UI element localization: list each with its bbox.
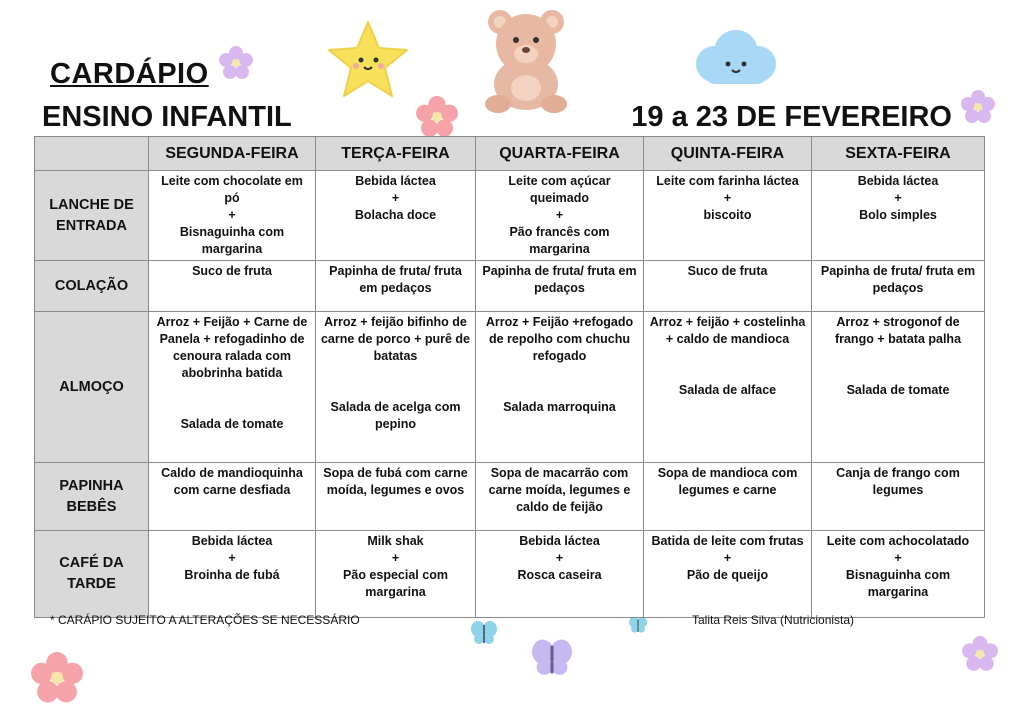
menu-cell	[316, 463, 476, 531]
menu-cell	[476, 531, 644, 618]
menu-item-text: Milk shak	[367, 534, 424, 548]
footer-disclaimer: * CARÁPIO SUJEITO A ALTERAÇÕES SE NECESSÁRIO	[50, 613, 360, 627]
menu-item-text: Arroz + strogonof de frango + batata palha	[834, 315, 962, 346]
table-row	[35, 261, 985, 312]
menu-item-text: Rosca caseira	[517, 568, 602, 582]
menu-item-text: Sopa de mandioca com legumes e carne	[657, 466, 798, 497]
menu-item-text	[648, 365, 807, 382]
menu-cell	[812, 312, 985, 463]
menu-item-text	[816, 348, 980, 365]
menu-item-text: Arroz + Feijão +refogado de repolho com chuchu refogado	[485, 315, 634, 363]
menu-item-text: Sopa de macarrão com carne moída, legumes e caldo de feijão	[488, 466, 631, 514]
menu-item-text: Bebida láctea	[857, 174, 939, 188]
meal-label: LANCHE DE ENTRADA	[35, 171, 149, 261]
meal-label: COLAÇÃO	[35, 261, 149, 312]
menu-item-text: +	[723, 551, 732, 565]
menu-item-text: Arroz + Feijão + Carne de Panela + refogadinho de cenoura ralada com abobrinha batida	[156, 315, 308, 380]
menu-item-text: Pão francês com margarina	[509, 225, 610, 256]
table-row	[35, 531, 985, 618]
menu-item-text: Salada de tomate	[846, 383, 950, 397]
menu-item-text: Bisnaguinha com margarina	[845, 568, 951, 599]
menu-item-text: +	[228, 551, 236, 565]
menu-item-text: Batida de leite com frutas	[651, 534, 804, 548]
menu-cell	[316, 171, 476, 261]
menu-cell	[644, 531, 812, 618]
table-row	[35, 171, 985, 261]
menu-cell	[644, 171, 812, 261]
menu-item-text	[320, 382, 471, 399]
flower-icon	[416, 96, 458, 138]
butterfly-icon	[628, 616, 648, 634]
menu-item-text: Suco de fruta	[687, 264, 768, 278]
menu-cell	[644, 261, 812, 312]
menu-item-text: Pão especial com margarina	[343, 568, 448, 599]
menu-item-text: Bolo simples	[859, 208, 937, 222]
meal-label: PAPINHA BEBÊS	[35, 463, 149, 531]
menu-item-text: Broinha de fubá	[184, 568, 280, 582]
butterfly-icon	[470, 620, 498, 646]
day-header-thursday: QUINTA-FEIRA	[644, 137, 812, 171]
menu-item-text: Leite com chocolate em pó	[161, 174, 303, 205]
menu-cell	[476, 261, 644, 312]
menu-cell	[149, 463, 316, 531]
menu-item-text: Salada marroquina	[503, 400, 616, 414]
menu-cell	[812, 261, 985, 312]
menu-item-text: Arroz + feijão bifinho de carne de porco + purê de batatas	[320, 315, 470, 363]
menu-subtitle: ENSINO INFANTIL	[42, 101, 292, 133]
menu-item-text: Arroz + feijão + costelinha + caldo de mandioca	[649, 315, 806, 346]
weekly-menu-table	[34, 136, 985, 618]
day-header-tuesday: TERÇA-FEIRA	[316, 137, 476, 171]
teddy-bear-icon	[478, 6, 574, 114]
menu-item-text: Salada de tomate	[180, 417, 284, 431]
menu-cell	[476, 312, 644, 463]
menu-cell	[476, 463, 644, 531]
menu-item-text: Pão de queijo	[686, 568, 769, 582]
menu-item-text	[480, 382, 639, 399]
menu-cell	[149, 531, 316, 618]
menu-cell	[149, 312, 316, 463]
menu-item-text: Bebida láctea	[519, 534, 600, 548]
menu-item-text: +	[391, 191, 400, 205]
day-header-wednesday: QUARTA-FEIRA	[476, 137, 644, 171]
menu-item-text: Suco de fruta	[192, 264, 272, 278]
flower-icon	[961, 90, 995, 124]
menu-item-text: Papinha de fruta/ fruta em pedaços	[329, 264, 462, 295]
menu-item-text	[816, 365, 980, 382]
menu-cell	[812, 463, 985, 531]
table-row	[35, 312, 985, 463]
menu-item-text	[648, 348, 807, 365]
flower-icon	[962, 636, 998, 672]
menu-item-text: Bebida láctea	[355, 174, 436, 188]
menu-item-text	[480, 365, 639, 382]
menu-item-text: +	[228, 208, 236, 222]
menu-cell	[812, 171, 985, 261]
menu-item-text: Sopa de fubá com carne moída, legumes e ovos	[323, 466, 468, 497]
menu-cell	[476, 171, 644, 261]
butterfly-icon	[530, 638, 574, 678]
menu-cell	[316, 312, 476, 463]
nutritionist-signature: Talita Reis Silva (Nutricionista)	[692, 613, 855, 627]
menu-cell	[316, 261, 476, 312]
menu-cell	[644, 312, 812, 463]
menu-item-text: Leite com achocolatado	[826, 534, 970, 548]
meal-label: ALMOÇO	[35, 312, 149, 463]
menu-cell	[149, 171, 316, 261]
menu-cell	[812, 531, 985, 618]
menu-item-text: Bisnaguinha com margarina	[179, 225, 285, 256]
table-header-row	[35, 137, 985, 171]
menu-cell	[149, 261, 316, 312]
menu-item-text: +	[391, 551, 400, 565]
menu-item-text	[153, 399, 311, 416]
menu-item-text: Salada de acelga com pepino	[330, 400, 461, 431]
menu-item-text: Papinha de fruta/ fruta em pedaços	[482, 264, 637, 295]
menu-item-text: +	[555, 551, 564, 565]
menu-item-text: Papinha de fruta/ fruta em pedaços	[820, 264, 976, 295]
flower-icon	[28, 652, 86, 704]
table-row	[35, 463, 985, 531]
meal-label: CAFÉ DA TARDE	[35, 531, 149, 618]
flower-icon	[219, 46, 253, 80]
menu-title: CARDÁPIO	[50, 58, 209, 90]
menu-item-text: Bebida láctea	[191, 534, 273, 548]
day-header-friday: SEXTA-FEIRA	[812, 137, 985, 171]
menu-item-text: +	[555, 208, 564, 222]
menu-item-text: +	[894, 551, 902, 565]
menu-item-text: Leite com açúcar queimado	[508, 174, 611, 205]
menu-cell	[316, 531, 476, 618]
menu-item-text: Canja de frango com legumes	[836, 466, 960, 497]
menu-item-text	[153, 382, 311, 399]
menu-item-text: Caldo de mandioquinha com carne desfiada	[161, 466, 303, 497]
cloud-icon	[686, 28, 782, 92]
menu-item-text: biscoito	[703, 208, 752, 222]
menu-item-text: Leite com farinha láctea	[656, 174, 799, 188]
menu-date-range: 19 a 23 DE FEVEREIRO	[631, 101, 952, 133]
star-icon	[326, 18, 410, 102]
table-corner-cell	[35, 137, 149, 171]
menu-item-text: Bolacha doce	[354, 208, 437, 222]
day-header-monday: SEGUNDA-FEIRA	[149, 137, 316, 171]
menu-cell	[644, 463, 812, 531]
menu-item-text: +	[894, 191, 902, 205]
menu-item-text: Salada de alface	[678, 383, 777, 397]
menu-item-text: +	[723, 191, 732, 205]
menu-item-text	[320, 365, 471, 382]
